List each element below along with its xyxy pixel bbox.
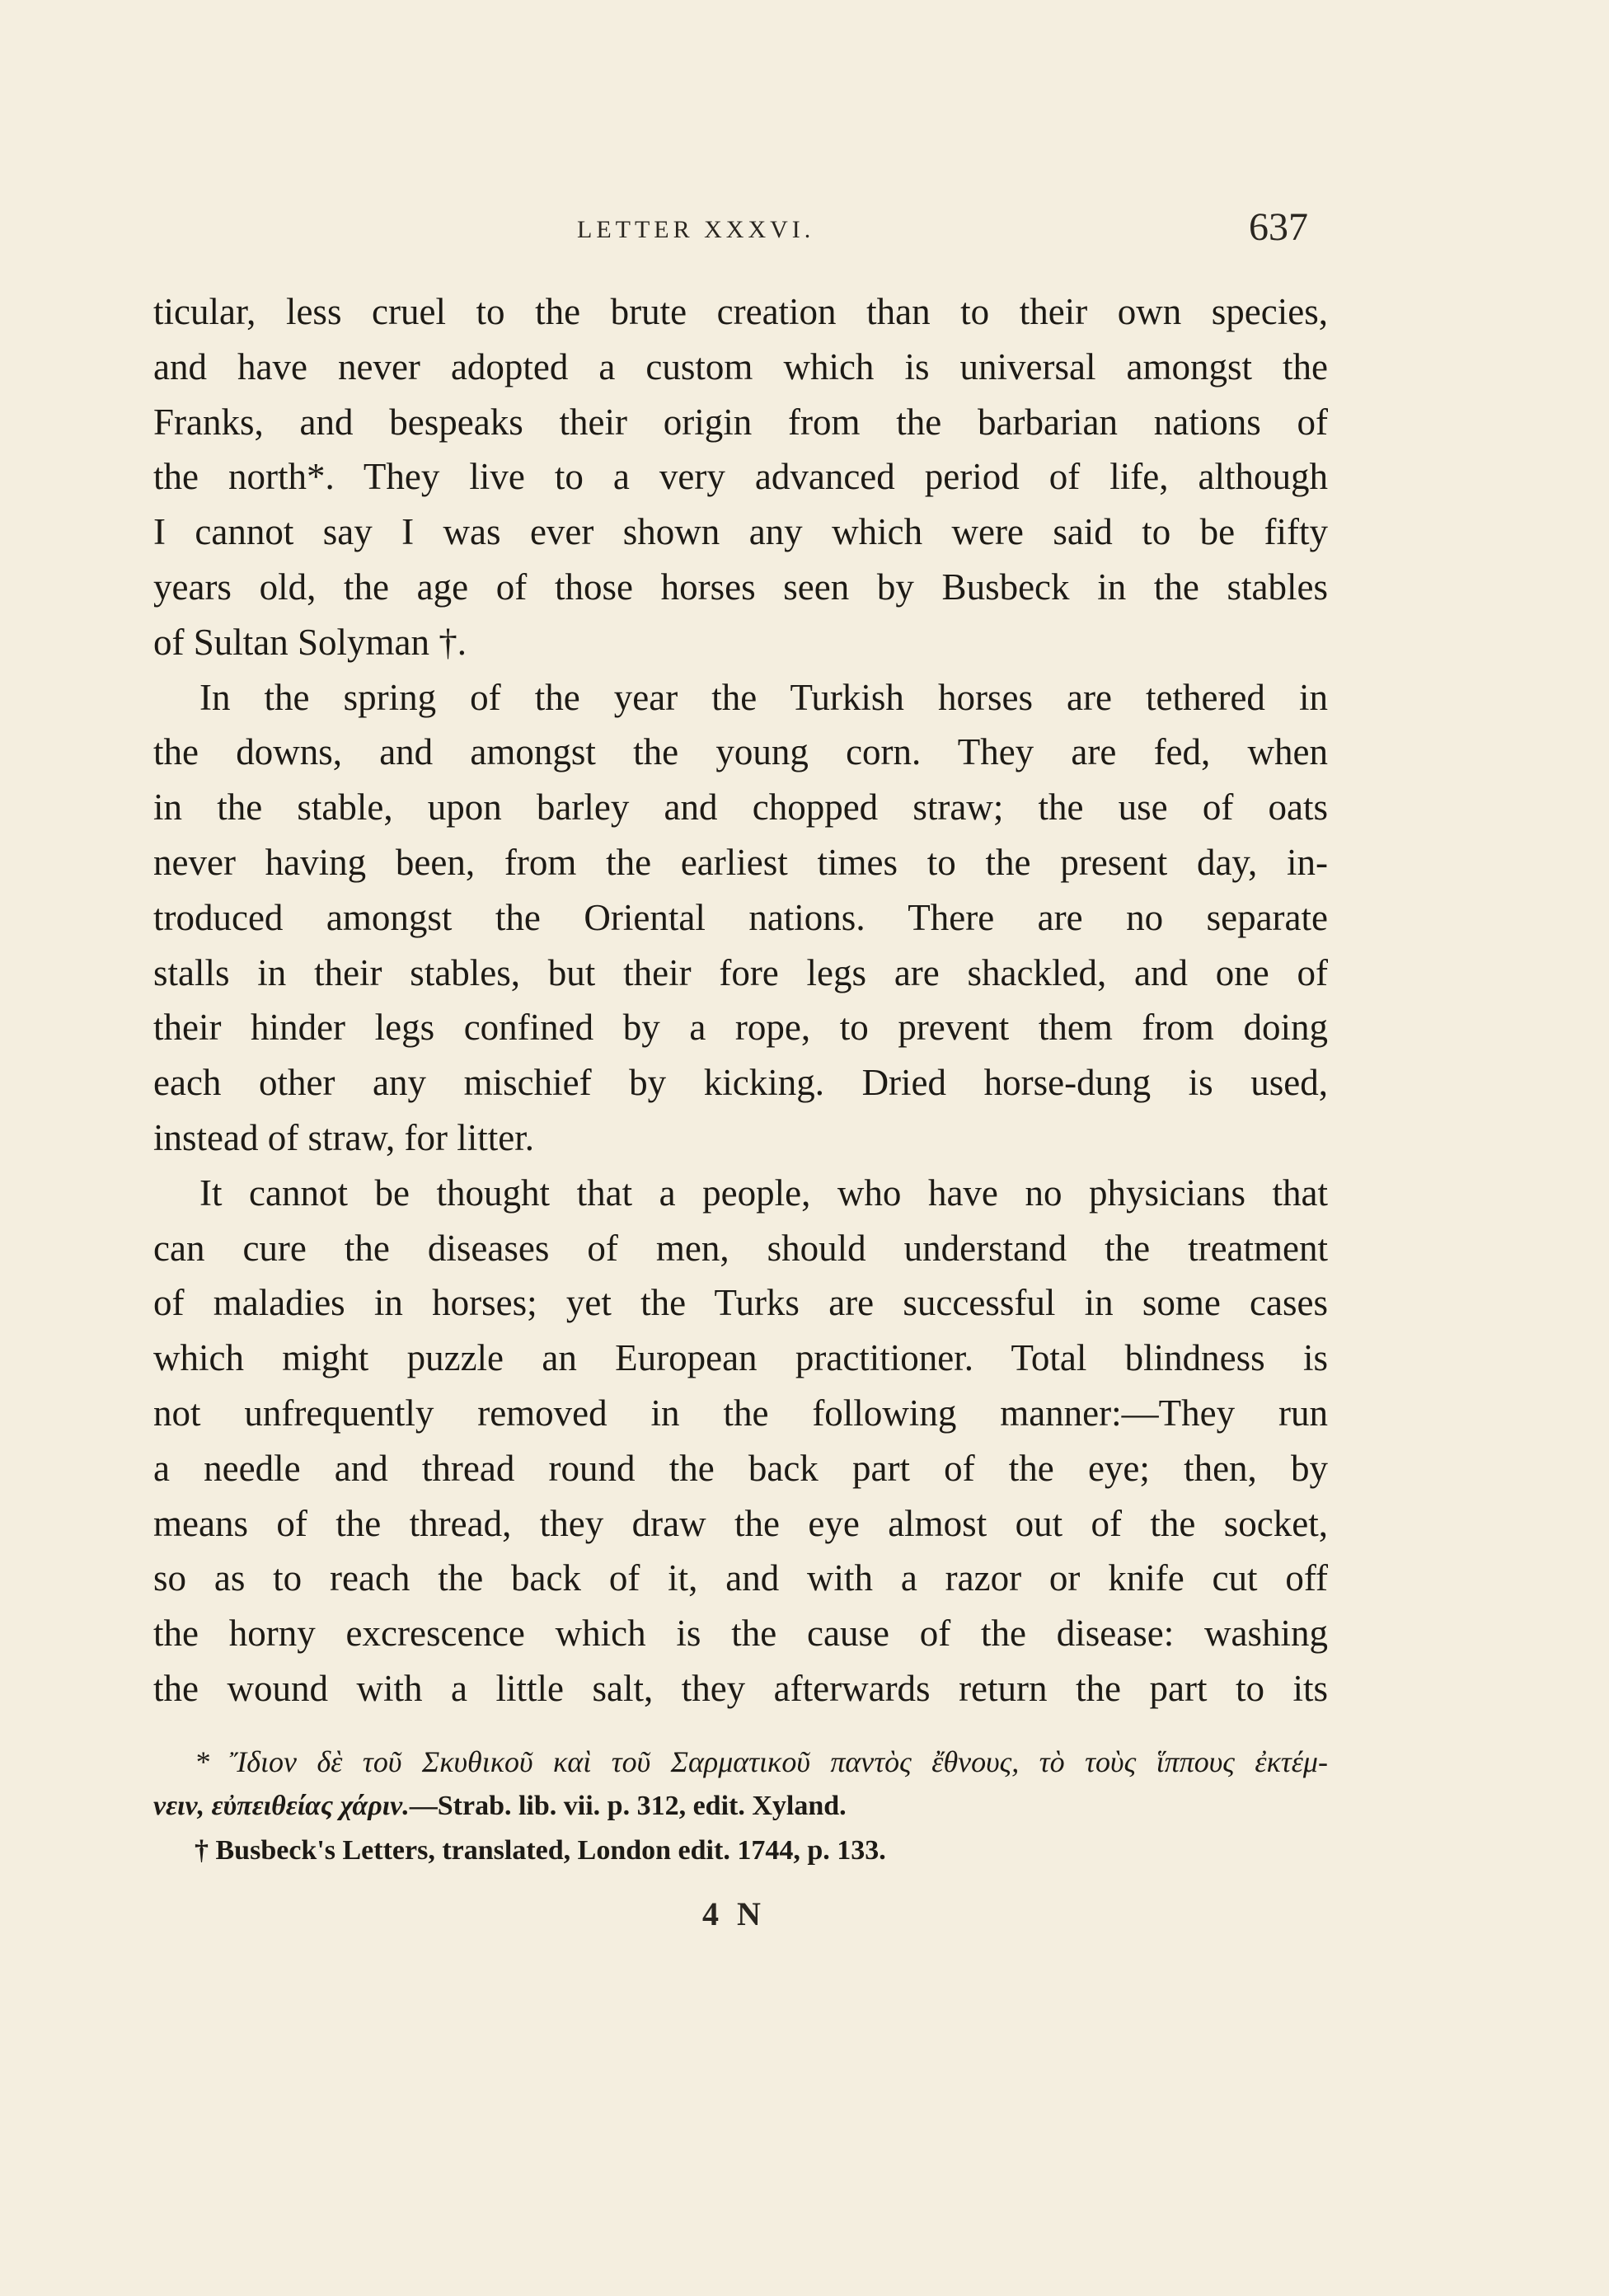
- footnote-citation: —Strab. lib. vii. p. 312, edit. Xyland.: [409, 1791, 847, 1821]
- body-line: Franks, and bespeaks their origin from the barbarian nations of: [153, 401, 1328, 443]
- body-line: stalls in their stables, but their fore legs are shackled, and one of: [153, 951, 1328, 993]
- body-line: ticular, less cruel to the brute creation than to their own species,: [153, 291, 1328, 332]
- body-line: in the stable, upon barley and chopped straw; the use of oats: [153, 786, 1328, 829]
- body-line: a needle and thread round the back part of the eye; then, by: [153, 1447, 1328, 1489]
- body-line: each other any mischief by kicking. Dried horse-dung is used,: [153, 1062, 1328, 1104]
- footnote-greek-end: νειν, εὐπειθείας χάριν.: [153, 1791, 410, 1821]
- body-line: years old, the age of those horses seen by Busbeck in the stables: [153, 566, 1328, 608]
- body-line: troduced amongst the Oriental nations. There are no separate: [153, 896, 1328, 938]
- body-line: instead of straw, for litter.: [153, 1116, 534, 1158]
- body-line: the north*. They live to a very advanced period of life, although: [153, 456, 1328, 498]
- body-text: [153, 284, 1328, 1716]
- body-line: which might puzzle an European practitioner. Total blindness is: [153, 1337, 1328, 1379]
- body-line: the downs, and amongst the young corn. They are fed, when: [153, 731, 1328, 773]
- body-line: means of the thread, they draw the eye almost out of the socket,: [153, 1502, 1328, 1544]
- body-line: can cure the diseases of men, should understand the treatment: [153, 1227, 1328, 1269]
- body-line: their hinder legs confined by a rope, to prevent them from doing: [153, 1007, 1328, 1049]
- signature-mark: 4 N: [702, 1895, 766, 1932]
- body-line: of Sultan Solyman †.: [153, 621, 467, 663]
- body-line: I cannot say I was ever shown any which were said to be fifty: [153, 511, 1328, 553]
- paragraph-start: It cannot be thought that a people, who have no physicians that: [199, 1171, 1328, 1214]
- page-number: 637: [1249, 205, 1308, 249]
- body-line: the horny excrescence which is the cause of the disease: washing: [153, 1613, 1328, 1655]
- body-line: of maladies in horses; yet the Turks are successful in some cases: [153, 1282, 1328, 1324]
- body-line: so as to reach the back of it, and with a razor or knife cut off: [153, 1557, 1328, 1599]
- footnotes: [153, 1740, 1328, 1873]
- footnote-busbeck: † Busbeck's Letters, translated, London edit. 1744, p. 133.: [195, 1835, 886, 1866]
- footnote-greek: * Ἴδιον δὲ τοῦ Σκυθικοῦ καὶ τοῦ Σαρματικοῦ παντὸς ἔθνους, τὸ τοὺς ἵππους ἐκτέμ-: [195, 1745, 1328, 1778]
- footnote-continuation: [153, 1784, 1328, 1829]
- body-line: the wound with a little salt, they afterwards return the part to its: [153, 1667, 1328, 1709]
- body-line: never having been, from the earliest times to the present day, in-: [153, 841, 1328, 883]
- body-line: not unfrequently removed in the following manner:—They run: [153, 1392, 1328, 1434]
- body-line: and have never adopted a custom which is universal amongst the: [153, 345, 1328, 387]
- paragraph-start: In the spring of the year the Turkish horses are tethered in: [199, 676, 1328, 718]
- running-head: LETTER XXXVI.: [577, 216, 815, 243]
